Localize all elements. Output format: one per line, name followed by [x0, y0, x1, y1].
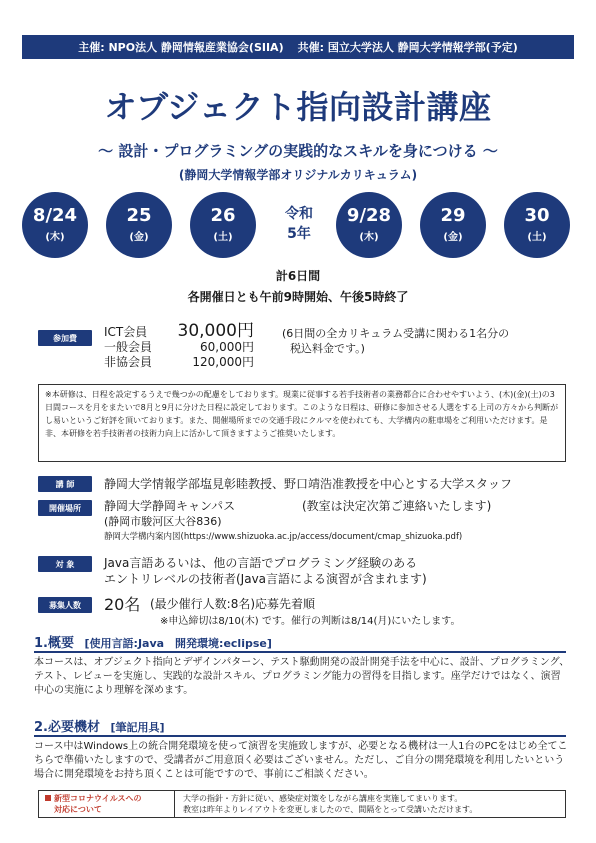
notice-box: ※本研修は、日程を設定するうえで幾つかの配慮をしております。現業に従事する若手技術者の業務都合に合わせやすいよう、(木)(金)(土)の3日間コースを月をまたいで8月と9月に分けた日程に設定しております。このような日程は、研修に参加させる人選をする上司の方々から判断が し易いというご好評を頂いております。また、開催場所までの交通手段にクルマを使われても、大学構内の駐車場をご利用いただけます。是非、本研修を若手技術者の技術力向上に活かして頂きますようご推奨いたします。 [38, 384, 566, 462]
covid-line2: 教室は昨年よりレイアウトを変更しましたので、間隔をとって受講いただけます。 [183, 805, 478, 814]
schedule-dates [20, 192, 576, 264]
subtitle: ～ 設計・プログラミングの実践的なスキルを身につける ～ [98, 142, 498, 160]
target-line1: Java言語あるいは、他の言語でプログラミング経験のある [104, 556, 418, 570]
covid-label-line2: 対応について [54, 805, 102, 814]
date-text: 29 [440, 205, 466, 226]
fee-price: 60,000円 [200, 340, 254, 354]
date-circle [106, 192, 172, 258]
date-circle [504, 192, 570, 258]
date-text: 26 [210, 205, 236, 226]
weekday-text: (土) [527, 232, 547, 243]
venue-room: (教室は決定次第ご連絡いたします) [302, 499, 492, 513]
divider [34, 735, 566, 737]
capacity-text: (最少催行人数:8名)応募先着順 [150, 597, 316, 611]
section-title: 2.必要機材 [34, 720, 100, 735]
fee-label: 参加費 [38, 330, 92, 346]
page-title: オブジェクト指向設計講座 [104, 88, 492, 126]
target-label: 対 象 [38, 556, 92, 572]
red-square-icon [45, 795, 51, 801]
date-circle [420, 192, 486, 258]
venue-name: 静岡大学静岡キャンパス [104, 499, 236, 513]
fee-note [282, 326, 509, 356]
covid-notice-box [38, 790, 566, 818]
session-hours: 各開催日とも午前9時開始、午後5時終了 [187, 290, 409, 304]
era-line1: 令和 [285, 206, 313, 222]
covid-label-line1: 新型コロナウイルスへの [54, 794, 142, 803]
weekday-text: (金) [443, 232, 463, 243]
lecturer-label: 講 師 [38, 476, 92, 492]
covid-line1: 大学の指針・方針に従い、感染症対策をしながら講座を実施してまいります。 [183, 794, 463, 803]
covid-label [39, 791, 175, 817]
fee-member-type: 一般会員 [104, 340, 153, 354]
organizer-banner [22, 35, 574, 59]
section-equipment-heading [34, 716, 165, 735]
section-tag: [筆記用具] [110, 721, 165, 734]
section-tag: [使用言語:Java 開発環境:eclipse] [84, 637, 272, 650]
curriculum-note: (静岡大学情報学部オリジナルカリキュラム) [178, 168, 418, 182]
co-organizer-text: 共催: 国立大学法人 静岡大学情報学部(予定) [297, 41, 518, 54]
date-circle [22, 192, 88, 258]
total-days: 計6日間 [275, 269, 321, 283]
date-text: 8/24 [32, 205, 78, 226]
fee-note-line2: 税込料金です。) [290, 342, 365, 355]
fee-price: 30,000円 [177, 321, 254, 341]
weekday-text: (金) [129, 232, 149, 243]
lecturer-text: 静岡大学情報学部塩見彰睦教授、野口靖浩准教授を中心とする大学スタッフ [104, 477, 513, 491]
capacity-deadline: ※申込締切は8/10(木) です。催行の判断は8/14(月)にいたします。 [160, 616, 461, 627]
organizer-text: 主催: NPO法人 静岡情報産業協会(SIIA) [78, 41, 284, 54]
venue-label: 開催場所 [38, 500, 92, 516]
venue-map-link[interactable]: 静岡大学構内案内図(https://www.shizuoka.ac.jp/access/document/cmap_shizuoka.pdf) [104, 532, 463, 542]
fee-price: 120,000円 [192, 355, 254, 369]
overview-text: 本コースは、オブジェクト指向とデザインパターン、テスト駆動開発の設計開発手法を中心に、設計、プログラミング、テスト、レビューを実施し、実践的な設計スキル、プログラミング能力の習得を目指します。座学だけではなく、演習中心の実施により理解を深めます。 [34, 657, 570, 696]
fee-note-line1: (6日間の全カリキュラム受講に関わる1名分の [282, 327, 510, 340]
weekday-text: (木) [45, 232, 65, 243]
section-overview-heading [34, 632, 272, 651]
equipment-text: コース中はWindows上の統合開発環境を使って演習を実施致しますが、必要となる機材は一人1台のPCをはじめ全てこちらで準備いたしますので、受講者がご用意頂く必要はございません。ただし、ご自分の開発環境を利用したいという場合に開発環境をお持ち頂くことは可能ですので、事前にご相談ください。 [34, 741, 568, 780]
fee-row [104, 355, 254, 370]
date-text: 9/28 [346, 205, 392, 226]
covid-text [175, 791, 565, 817]
date-text: 30 [524, 205, 550, 226]
fee-member-type: 非協会員 [104, 355, 153, 369]
weekday-text: (土) [213, 232, 233, 243]
era-line2: 5年 [287, 226, 311, 242]
fee-table [104, 321, 254, 370]
date-text: 25 [126, 205, 152, 226]
fee-row [104, 340, 254, 355]
date-circle [336, 192, 402, 258]
weekday-text: (木) [359, 232, 379, 243]
era-year [277, 204, 321, 244]
divider [34, 651, 566, 653]
venue-address: (静岡市駿河区大谷836) [104, 515, 222, 528]
capacity-count: 20名 [104, 595, 141, 614]
date-circle [190, 192, 256, 258]
section-title: 1.概要 [34, 636, 74, 651]
fee-member-type: ICT会員 [104, 325, 148, 339]
capacity-label: 募集人数 [38, 597, 92, 613]
target-line2: エントリレベルの技術者(Java言語による演習が含まれます) [104, 572, 427, 586]
fee-row [104, 321, 254, 341]
